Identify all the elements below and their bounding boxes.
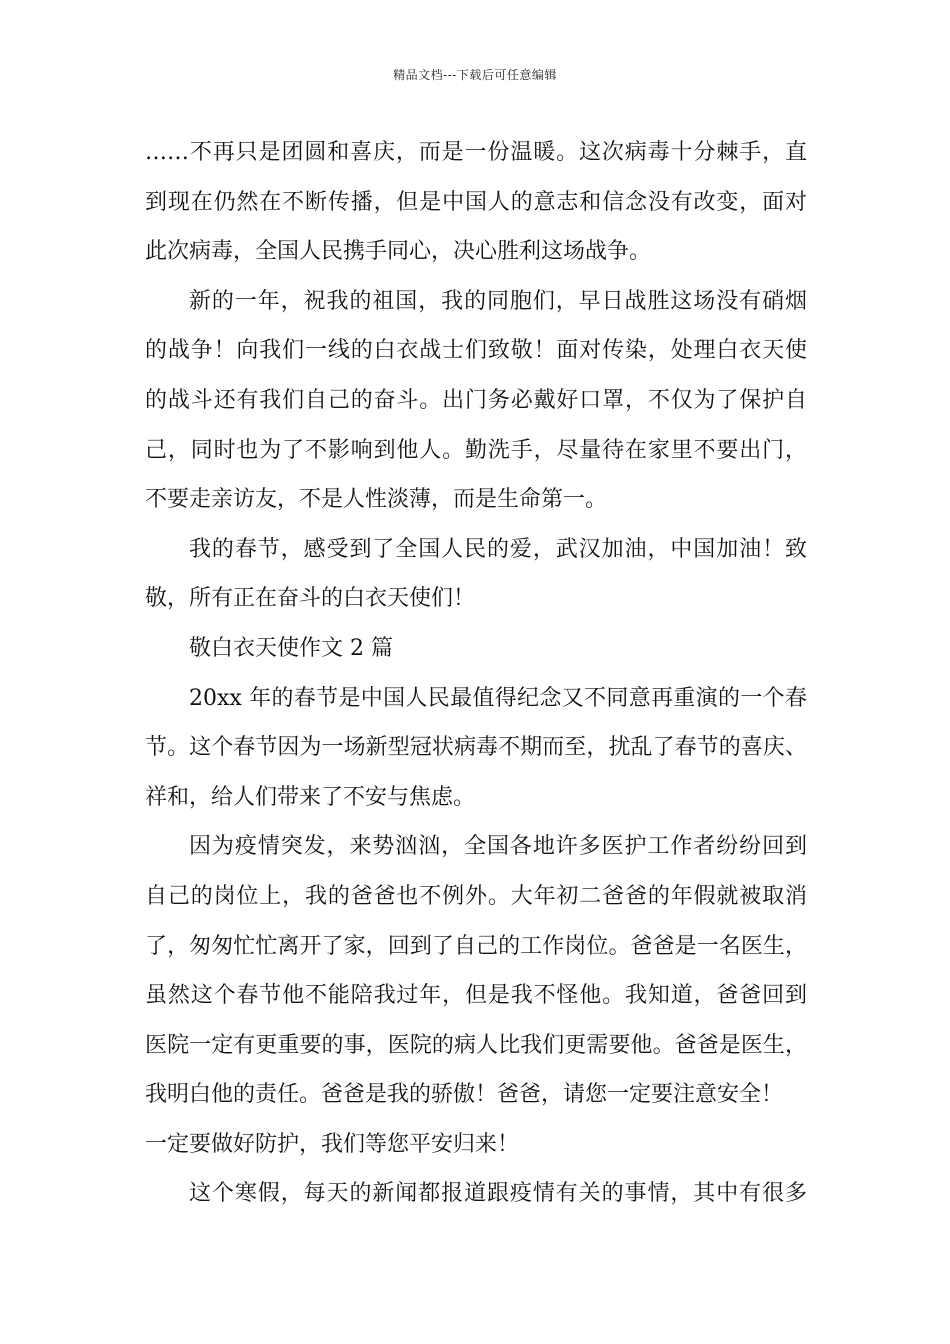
- text-line: 自己的岗位上，我的爸爸也不例外。大年初二爸爸的年假就被取消: [145, 883, 807, 909]
- paragraph-first-line: 新的一年，祝我的祖国，我的同胞们，早日战胜这场没有硝烟: [189, 288, 807, 314]
- paragraph-first-line: 20xx 年的春节是中国人民最值得纪念又不同意再重演的一个春: [189, 685, 807, 711]
- text-line: 一定要做好防护，我们等您平安归来！: [145, 1131, 520, 1157]
- text-line: 祥和，给人们带来了不安与焦虑。: [145, 784, 476, 810]
- text-line: 不要走亲访友，不是人性淡薄，而是生命第一。: [145, 487, 608, 513]
- document-body: [145, 128, 807, 1219]
- text-line: 的战争！向我们一线的白衣战士们致敬！面对传染，处理白衣天使: [145, 338, 807, 364]
- text-line: 到现在仍然在不断传播，但是中国人的意志和信念没有改变，面对: [145, 189, 807, 215]
- paragraph-first-line: 这个寒假，每天的新闻都报道跟疫情有关的事情，其中有很多: [189, 1181, 807, 1207]
- text-line: 此次病毒，全国人民携手同心，决心胜利这场战争。: [145, 239, 652, 265]
- section-heading: 敬白衣天使作文 2 篇: [189, 635, 393, 661]
- text-line: 己，同时也为了不影响到他人。勤洗手，尽量待在家里不要出门，: [145, 437, 807, 463]
- text-line: 医院一定有更重要的事，医院的病人比我们更需要他。爸爸是医生，: [145, 1032, 807, 1058]
- text-line: ……不再只是团圆和喜庆，而是一份温暖。这次病毒十分棘手，直: [145, 140, 807, 165]
- text-line: 虽然这个春节他不能陪我过年，但是我不怪他。我知道，爸爸回到: [145, 983, 807, 1009]
- text-line: 了，匆匆忙忙离开了家，回到了自己的工作岗位。爸爸是一名医生，: [145, 933, 807, 959]
- text-line: 我明白他的责任。爸爸是我的骄傲！爸爸，请您一定要注意安全！: [145, 1082, 784, 1108]
- text-line: 节。这个春节因为一场新型冠状病毒不期而至，扰乱了春节的喜庆、: [145, 735, 807, 761]
- paragraph-first-line: 因为疫情突发，来势汹汹，全国各地许多医护工作者纷纷回到: [189, 834, 807, 860]
- text-line: 的战斗还有我们自己的奋斗。出门务必戴好口罩，不仅为了保护自: [145, 387, 807, 413]
- text-line: 敬，所有正在奋斗的白衣天使们！: [145, 586, 476, 612]
- paragraph-first-line: 我的春节，感受到了全国人民的爱，武汉加油，中国加油！致: [189, 536, 807, 562]
- page-header: 精品文档---下载后可任意编辑: [393, 68, 557, 82]
